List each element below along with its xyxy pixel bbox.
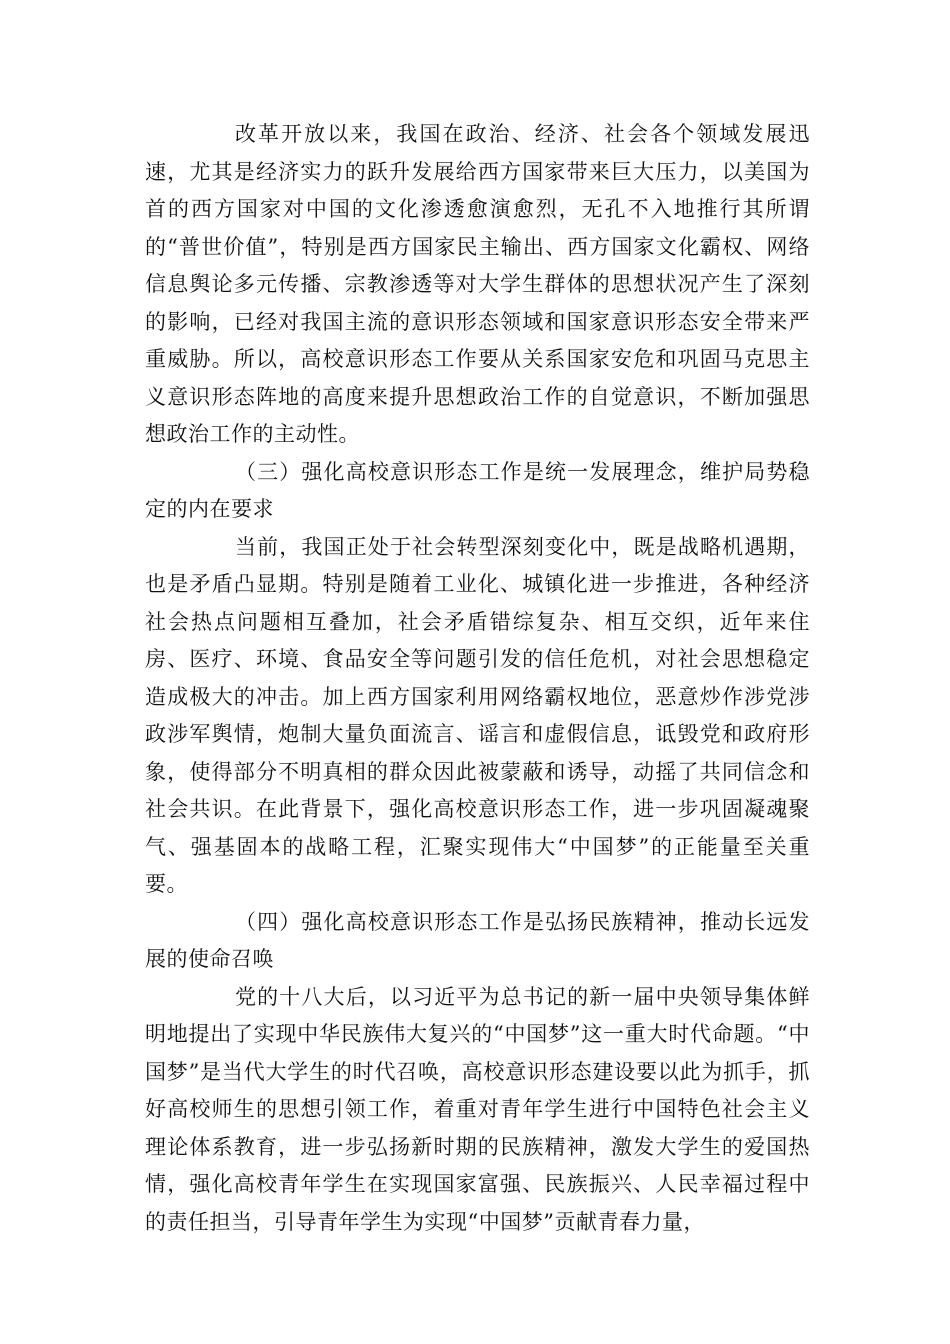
body-paragraph: 党的十八大后，以习近平为总书记的新一届中央领导集体鲜明地提出了实现中华民族伟大复兴的“中国梦”这一重大时代命题。“中国梦”是当代大学生的时代召唤，高校意识形态建设要以此为抓手，抓好高校师生的思想引领工作，着重对青年学生进行中国特色社会主义理论体系教育，进一步弘扬新时期的民族精神，激发大学生的爱国热情，强化高校青年学生在实现国家富强、民族振兴、人民幸福过程中的责任担当，引导青年学生为实现“中国梦”贡献青春力量， bbox=[145, 984, 810, 1234]
body-paragraph: 当前，我国正处于社会转型深刻变化中，既是战略机遇期，也是矛盾凸显期。特别是随着工业化、城镇化进一步推进，各种经济社会热点问题相互叠加，社会矛盾错综复杂、相互交织，近年来住房、医疗、环境、食品安全等问题引发的信任危机，对社会思想稳定造成极大的冲击。加上西方国家利用网络霸权地位，恶意炒作涉党涉政涉军舆情，炮制大量负面流言、谣言和虚假信息，诋毁党和政府形象，使得部分不明真相的群众因此被蒙蔽和诱导，动摇了共同信念和社会共识。在此背景下，强化高校意识形态工作，进一步巩固凝魂聚气、强基固本的战略工程，汇聚实现伟大“中国梦”的正能量至关重要。 bbox=[145, 534, 810, 896]
section-heading: （四）强化高校意识形态工作是弘扬民族精神，推动长远发展的使命召唤 bbox=[145, 909, 810, 971]
document-body bbox=[145, 116, 810, 1241]
section-heading: （三）强化高校意识形态工作是统一发展理念，维护局势稳定的内在要求 bbox=[145, 459, 810, 521]
body-paragraph: 改革开放以来，我国在政治、经济、社会各个领域发展迅速，尤其是经济实力的跃升发展给西方国家带来巨大压力，以美国为首的西方国家对中国的文化渗透愈演愈烈，无孔不入地推行其所谓的“普世价值”，特别是西方国家民主输出、西方国家文化霸权、网络信息舆论多元传播、宗教渗透等对大学生群体的思想状况产生了深刻的影响，已经对我国主流的意识形态领域和国家意识形态安全带来严重威胁。所以，高校意识形态工作要从关系国家安危和巩固马克思主义意识形态阵地的高度来提升思想政治工作的自觉意识，不断加强思想政治工作的主动性。 bbox=[145, 122, 810, 446]
